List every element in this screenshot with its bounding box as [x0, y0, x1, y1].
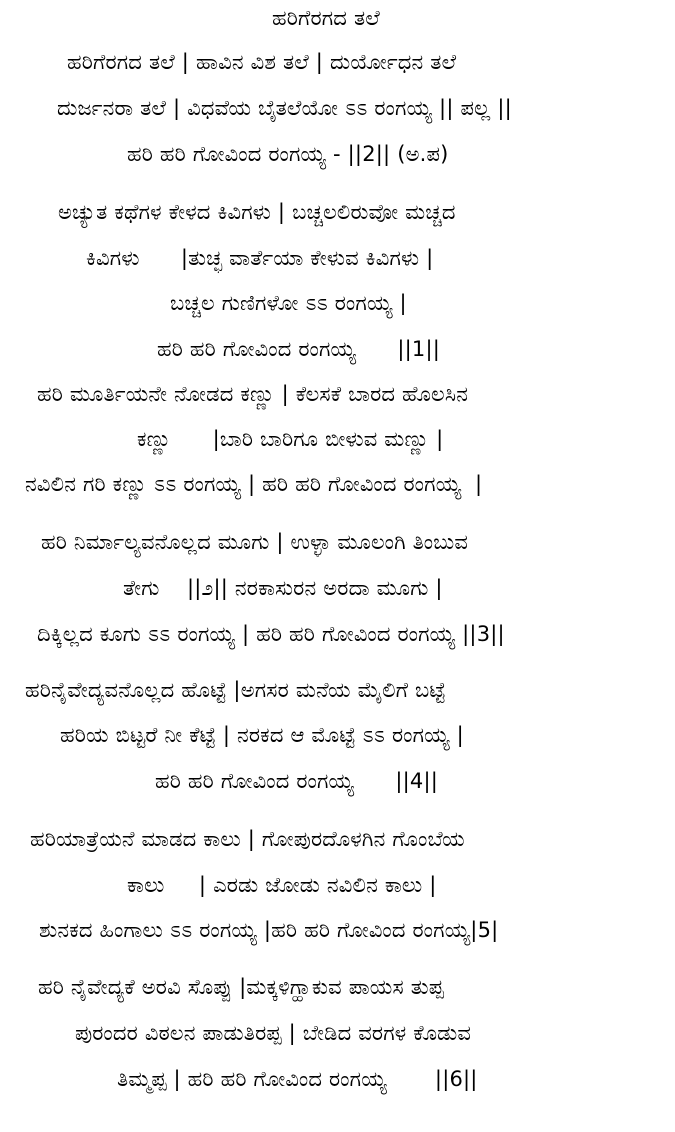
verse-line: ಹರಿಯಾತ್ರೆಯನೆ ಮಾಡದ ಕಾಲು | ಗೋಪುರದೊಳಗಿನ ಗೊಂಬೆಯ [30, 827, 465, 851]
verse-line: ಕಾಲು | ಎರಡು ಜೋಡು ನವಿಲಿನ ಕಾಲು | [127, 873, 437, 897]
verse-line: ಕಣ್ಣು |ಬಾರಿ ಬಾರಿಗೂ ಬೀಳುವ ಮಣ್ಣು | [137, 427, 444, 451]
page-title: ಹರಿಗೆರಗದ ತಲೆ [272, 6, 380, 30]
verse-line: ದಿಕ್ಕಿಲ್ಲದ ಕೂಗು ಽಽ ರಂಗಯ್ಯ | ಹರಿ ಹರಿ ಗೋವಿಂದ ರಂಗಯ್ಯ ||3|| [37, 622, 505, 646]
verse-line: ತೇಗು ||೨|| ನರಕಾಸುರನ ಅರದಾ ಮೂಗು | [123, 576, 443, 600]
verse-line: ನವಿಲಿನ ಗರಿ ಕಣ್ಣು ಽಽ ರಂಗಯ್ಯ | ಹರಿ ಹರಿ ಗೋವಿಂದ ರಂಗಯ್ಯ | [25, 472, 483, 496]
verse-line: ತಿಮ್ಮಪ್ಪ | ಹರಿ ಹರಿ ಗೋವಿಂದ ರಂಗಯ್ಯ ||6|| [117, 1067, 478, 1091]
verse-line: ಬಚ್ಚಲ ಗುಣಿಗಳೋ ಽಽ ರಂಗಯ್ಯ | [170, 291, 407, 315]
verse-line: ಹರಿ ಮೂರ್ತಿಯನೇ ನೋಡದ ಕಣ್ಣು | ಕೆಲಸಕೆ ಬಾರದ ಹೊಲಸಿನ [37, 382, 469, 406]
verse-line: ಕಿವಿಗಳು |ತುಚ್ಛ ವಾರ್ತೆಯಾ ಕೇಳುವ ಕಿವಿಗಳು | [86, 246, 434, 270]
verse-line: ಹರಿ ಹರಿ ಗೋವಿಂದ ರಂಗಯ್ಯ ||4|| [155, 769, 439, 793]
verse-line: ಹರಿಗೆರಗದ ತಲೆ | ಹಾವಿನ ವಿಶ ತಲೆ | ದುರ್ಯೋಧನ ತಲೆ [67, 50, 457, 74]
verse-line: ಅಚ್ಯುತ ಕಥೆಗಳ ಕೇಳದ ಕಿವಿಗಳು | ಬಚ್ಚಲಲಿರುವೋ ಮಚ್ಚದ [58, 200, 456, 224]
verse-line: ಹರಿ ಹರಿ ಗೋವಿಂದ ರಂಗಯ್ಯ - ||2|| (ಅ.ಪ) [127, 142, 449, 166]
verse-line: ಹರಿಯ ಬಿಟ್ಟರೆ ನೀ ಕೆಟ್ಟೆ | ನರಕದ ಆ ಮೊಟ್ಟೆ ಽಽ ರಂಗಯ್ಯ | [60, 723, 464, 747]
verse-line: ಹರಿನೈವೇದ್ಯವನೊಲ್ಲದ ಹೊಟ್ಟೆ |ಅಗಸರ ಮನೆಯ ಮೈಲಿಗೆ ಬಟ್ಟೆ [25, 678, 446, 702]
verse-line: ಪುರಂದರ ವಿಠಲನ ಪಾಡುತಿರಪ್ಪ | ಬೇಡಿದ ವರಗಳ ಕೊಡುವ [75, 1021, 472, 1045]
verse-line: ಹರಿ ಹರಿ ಗೋವಿಂದ ರಂಗಯ್ಯ ||1|| [157, 337, 441, 361]
verse-line: ಹರಿ ನೈವೇದ್ಯಕೆ ಅರವಿ ಸೊಪ್ಪು |ಮಕ್ಕಳಿಗ್ಹಾಕುವ ಪಾಯಸ ತುಪ್ಪ [38, 975, 444, 999]
verse-line: ಹರಿ ನಿರ್ಮಾಲ್ಯವನೊಲ್ಲದ ಮೂಗು | ಉಳ್ಳಾ ಮೂಲಂಗಿ ತಿಂಬುವ [41, 530, 469, 554]
verse-line: ದುರ್ಜನರಾ ತಲೆ | ವಿಧವೆಯ ಬೈತಲೆಯೋ ಽಽ ರಂಗಯ್ಯ || ಪಲ್ಲ || [57, 96, 512, 120]
verse-line: ಶುನಕದ ಹಿಂಗಾಲು ಽಽ ರಂಗಯ್ಯ |ಹರಿ ಹರಿ ಗೋವಿಂದ ರಂಗಯ್ಯ|5| [39, 918, 499, 942]
